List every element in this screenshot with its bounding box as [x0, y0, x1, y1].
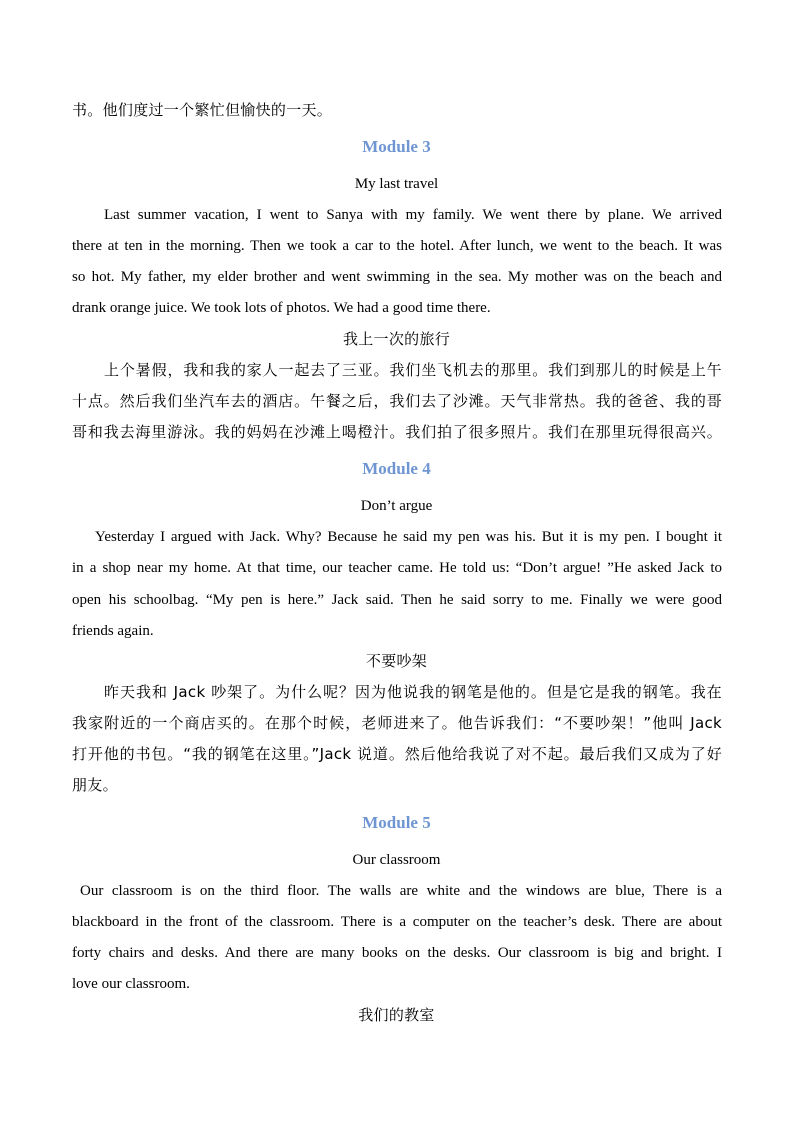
module-3-chinese-line: 哥和我去海里游泳。我的妈妈在沙滩上喝橙汁。我们拍了很多照片。我们在那里玩得很高兴。 [72, 423, 722, 441]
module-5-english-title: Our classroom [352, 852, 441, 868]
module-5-chinese-title: 我们的教室 [358, 1006, 435, 1024]
module-3-english-line: so hot. My father, my elder brother and went swimming in the sea. My mother was on the beach and [72, 269, 722, 285]
module-3-heading: Module 3 [362, 137, 431, 156]
module-4-heading: Module 4 [362, 459, 431, 478]
module-4-english-title: Don’t argue [360, 498, 433, 514]
module-5-english-line: forty chairs and desks. And there are many books on the desks. Our classroom is big and bright. I [72, 945, 722, 961]
module-5-heading: Module 5 [362, 813, 431, 832]
module-4-chinese-title: 不要吵架 [365, 652, 428, 670]
module-3-english-line: drank orange juice. We took lots of photos. We had a good time there. [72, 300, 491, 316]
module-4-english-line: in a shop near my home. At that time, our teacher came. He told us: “Don’t argue! ”He asked Jack to [72, 560, 722, 576]
module-4-chinese-line: 我家附近的一个商店买的。在那个时候，老师进来了。他告诉我们：“不要吵架！”他叫 Jack [72, 714, 722, 732]
module-3-chinese-line: 十点。然后我们坐汽车去的酒店。午餐之后，我们去了沙滩。天气非常热。我的爸爸、我的哥 [72, 392, 722, 410]
module-5-english-line: blackboard in the front of the classroom. There is a computer on the teacher’s desk. There are about [72, 914, 722, 930]
module-3-chinese-title: 我上一次的旅行 [342, 330, 451, 348]
module-4-chinese-line: 打开他的书包。“我的钢笔在这里。”Jack 说道。然后他给我说了对不起。最后我们又成为了好 [72, 745, 722, 763]
module-3-english-title: My last travel [354, 176, 439, 192]
module-3-chinese-line: 上个暑假，我和我的家人一起去了三亚。我们坐飞机去的那里。我们到那儿的时候是上午 [104, 361, 722, 379]
continued-text-line: 书。他们度过一个繁忙但愉快的一天。 [72, 101, 333, 119]
module-4-english-line: Yesterday I argued with Jack. Why? Because he said my pen was his. But it is my pen. I bought it [95, 529, 722, 545]
module-4-english-line: friends again. [72, 623, 154, 639]
module-4-chinese-line: 昨天我和 Jack 吵架了。为什么呢？因为他说我的钢笔是他的。但是它是我的钢笔。我在 [104, 683, 722, 701]
module-5-english-line: love our classroom. [72, 976, 190, 992]
module-5-english-line: Our classroom is on the third floor. The walls are white and the windows are blue, There is a [80, 883, 722, 899]
module-3-english-line: there at ten in the morning. Then we took a car to the hotel. After lunch, we went to the beach. It was [72, 238, 722, 254]
module-3-english-line: Last summer vacation, I went to Sanya with my family. We went there by plane. We arrived [104, 207, 722, 223]
module-4-chinese-line: 朋友。 [72, 776, 118, 794]
module-4-english-line: open his schoolbag. “My pen is here.” Jack said. Then he said sorry to me. Finally we were good [72, 592, 722, 608]
